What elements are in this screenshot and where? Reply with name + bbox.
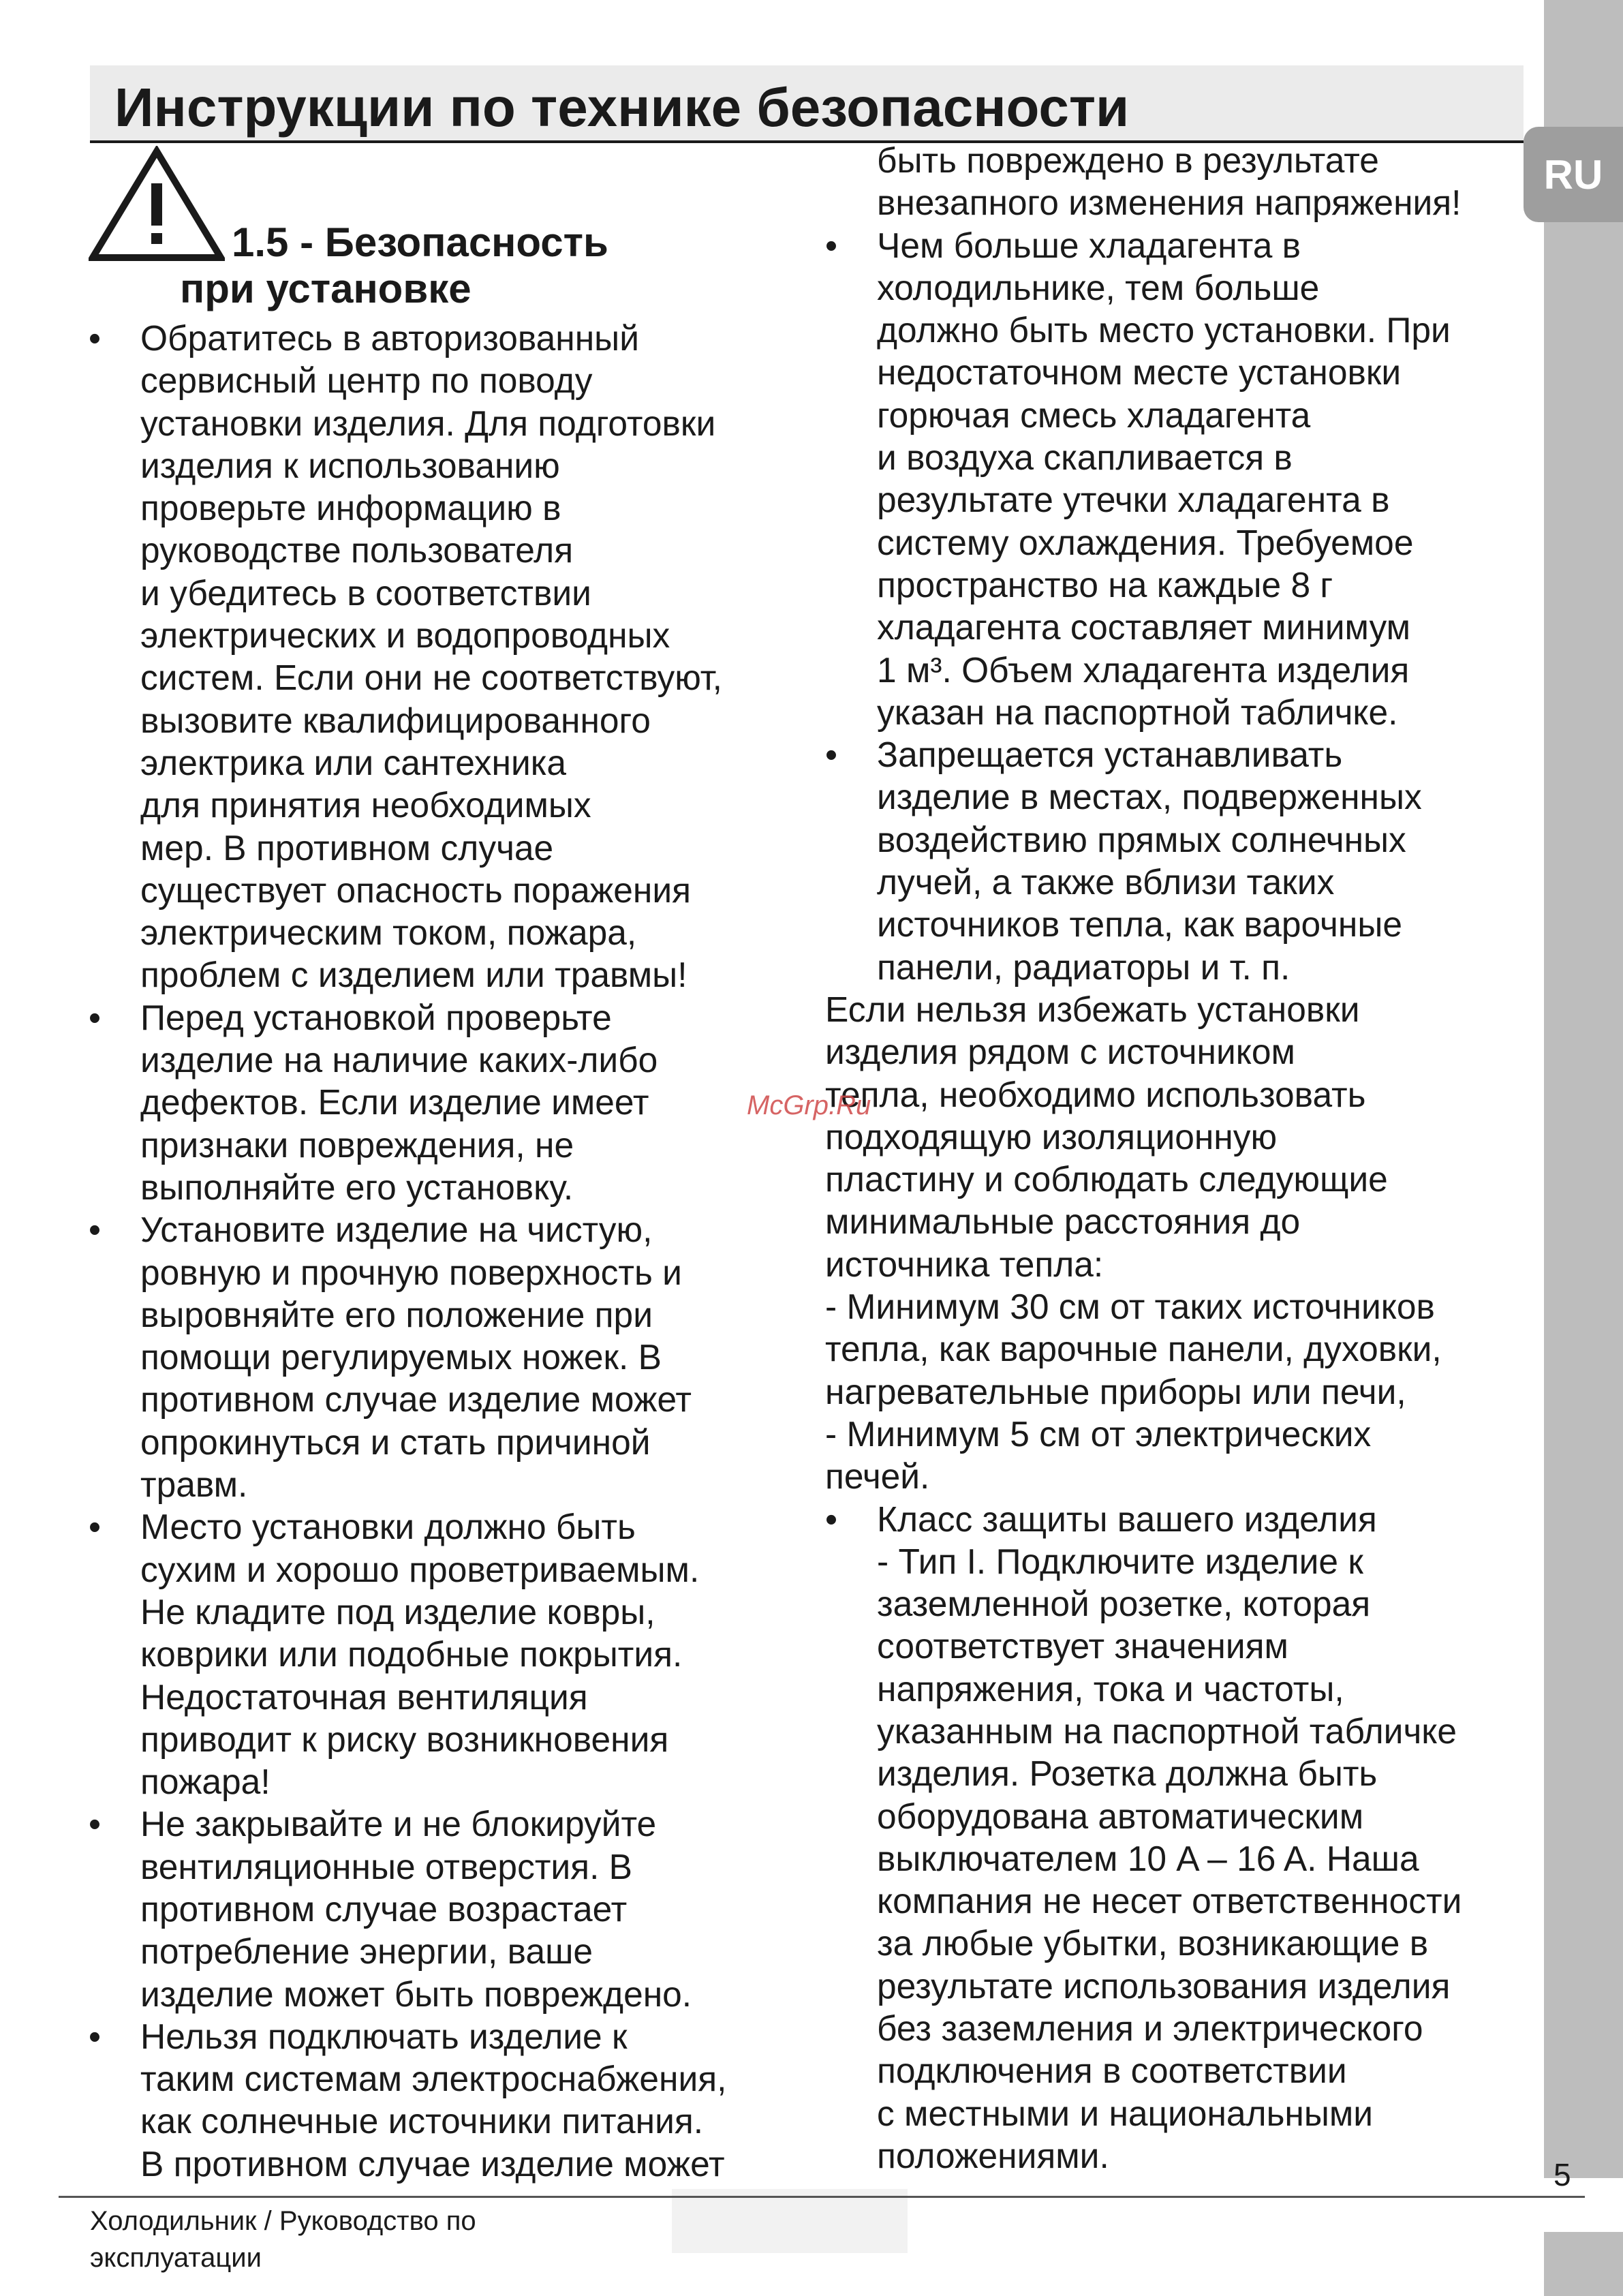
list-item: • Запрещается устанавливать изделие в местах, подверженных воздействию прямых солнечных лучей, а также вблизи таких источников тепла, как варочные панели, радиаторы и т. п. [825,733,1527,988]
list-item: • Чем больше хладагента в холодильнике, тем больше должно быть место установки. При недостаточном месте установки горючая смесь хладагента и воздуха скапливается в результате утечки хладагента в систему охлаждения. Требуемое пространство на каждые 8 г хладагента составляет минимум 1 м³. Объем хладагента изделия указан на паспортной табличке. [825,224,1527,734]
footer-text: Холодильник / Руководство по эксплуатации [90,2206,476,2273]
list-item: • Установите изделие на чистую, ровную и прочную поверхность и выровняйте его положение при помощи регулируемых ножек. В противном случае изделие может опрокинуться и стать причиной травм. [89,1208,804,1505]
list-item: • Обратитесь в авторизованный сервисный центр по поводу установки изделия. Для подготовки изделия к использованию проверьте информацию в руководстве пользователя и убедитесь в соответствии электрических и водопроводных систем. Если они не соответствуют, вызовите квалифицированного электрика или сантехника для принятия необходимых мер. В противном случае существует опасность поражения электрическим током, пожара, проблем с изделием или травмы! [89,317,804,996]
continued-text: быть повреждено в результате внезапного изменения напряжения! [877,140,1462,223]
list-item: • Класс защиты вашего изделия - Тип I. Подключите изделие к заземленной розетке, которая соответствует значениям напряжения, тока и частоты, указанным на паспортной табличке изделия. Розетка должна быть оборудована автоматическим выключателем 10 A – 16 A. Наша компания не несет ответственности за любые убытки, возникающие в результате использования изделия без заземления и электрического подключения в соответствии с местными и национальными положениями. [825,1498,1527,2177]
side-strip [1544,0,1623,2178]
right-column [825,139,1527,2177]
page-number: 5 [1554,2157,1571,2192]
watermark: McGrp.Ru [747,1090,871,1120]
list-item: • Место установки должно быть сухим и хорошо проветриваемым. Не кладите под изделие ковры, коврики или подобные покрытия. Недостаточная вентиляция приводит к риску возникновения пожара! [89,1505,804,1803]
footer-rule [59,2196,1585,2198]
list-item: • Не закрывайте и не блокируйте вентиляционные отверстия. В противном случае возрастает потребление энергии, ваше изделие может быть повреждено. [89,1803,804,2015]
section-title [180,219,608,312]
section-title-line1: 1.5 - Безопасность [232,219,608,265]
footer-box [672,2189,908,2253]
page-title: Инструкции по технике безопасности [114,77,1130,138]
list-item: • Перед установкой проверьте изделие на наличие каких-либо дефектов. Если изделие имеет признаки повреждения, не выполняйте его установку. [89,996,804,1208]
language-tab: RU [1524,127,1623,222]
heat-source-paragraph: Если нельзя избежать установки изделия рядом с источником тепла, необходимо использовать подходящую изоляционную пластину и соблюдать следующие минимальные расстояния до источника тепла: - Минимум 30 см от таких источников тепла, как варочные панели, духовки, нагревательные приборы или печи, - Минимум 5 см от электрических печей. [825,989,1442,1497]
list-item: • Нельзя подключать изделие к таким системам электроснабжения, как солнечные источники питания. В противном случае изделие может [89,2015,804,2185]
side-strip-bottom [1544,2232,1623,2296]
section-title-line2: при установке [180,266,472,311]
left-column [89,317,804,2185]
